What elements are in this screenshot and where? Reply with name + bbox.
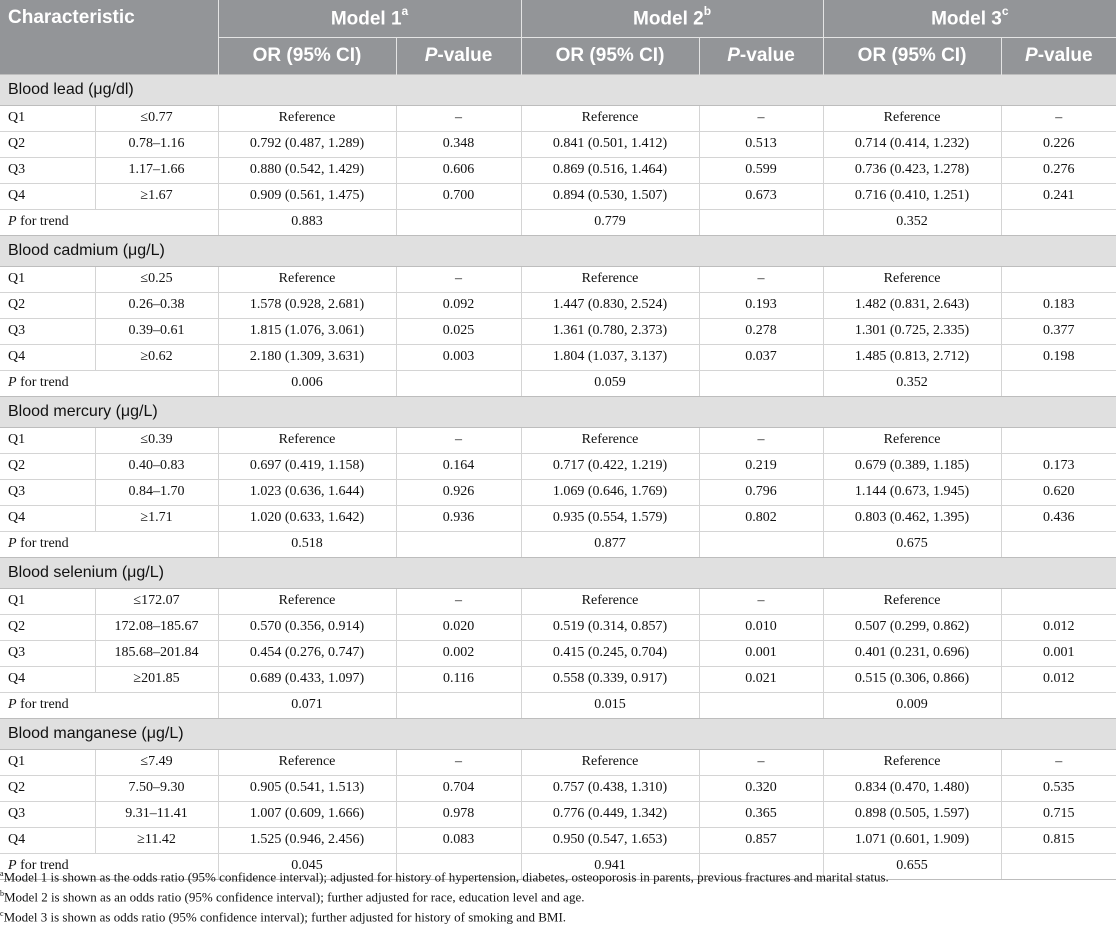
range-cell: 7.50–9.30 [95,775,218,801]
table-row [0,505,1116,531]
p-value-cell: 0.021 [699,666,823,692]
trend-row [0,209,1116,235]
p-value-cell: 0.025 [396,318,521,344]
table-row [0,588,1116,614]
p-value-cell: 0.002 [396,640,521,666]
or-cell: Reference [521,105,699,131]
table-row [0,775,1116,801]
table-row [0,183,1116,209]
model-3-sup: c [1001,4,1009,19]
range-cell: ≥11.42 [95,827,218,853]
or-cell: 1.485 (0.813, 2.712) [823,344,1001,370]
section-title: Blood mercury (μg/L) [0,396,1116,427]
or-cell: 0.776 (0.449, 1.342) [521,801,699,827]
range-cell: ≤0.25 [95,266,218,292]
section-row [0,74,1116,105]
model-2-name: Model 2 [633,8,704,30]
table-row [0,292,1116,318]
footnote-text: Model 3 is shown as odds ratio (95% confidence interval); further adjusted for history of smoking and BMI. [3,909,567,925]
trend-value-cell: 0.352 [823,209,1001,235]
p-suffix: -value [437,44,493,66]
or-cell: 0.558 (0.339, 0.917) [521,666,699,692]
p-italic: P [727,44,740,66]
trend-label-text: for trend [16,375,69,390]
header-model-3 [823,0,1116,37]
header-model-2 [521,0,823,37]
trend-empty-cell [396,209,521,235]
p-value-cell: 0.193 [699,292,823,318]
or-cell: Reference [823,105,1001,131]
trend-label-text: for trend [16,858,69,873]
section-row [0,396,1116,427]
or-cell: 0.792 (0.487, 1.289) [218,131,396,157]
header-characteristic [0,0,218,74]
p-value-cell: 0.377 [1001,318,1116,344]
section-title: Blood lead (μg/dl) [0,74,1116,105]
footnote-mark: a [0,869,4,878]
or-cell: 0.679 (0.389, 1.185) [823,453,1001,479]
p-value-cell: – [699,266,823,292]
range-cell: 1.17–1.66 [95,157,218,183]
section-title: Blood manganese (μg/L) [0,718,1116,749]
range-cell: ≥1.67 [95,183,218,209]
p-value-cell: 0.796 [699,479,823,505]
or-cell: 1.071 (0.601, 1.909) [823,827,1001,853]
p-value-cell: – [1001,749,1116,775]
range-cell: ≤0.77 [95,105,218,131]
quartile-cell: Q3 [0,801,95,827]
or-cell: Reference [218,427,396,453]
p-value-cell: 0.003 [396,344,521,370]
quartile-cell: Q2 [0,614,95,640]
p-value-cell: 0.704 [396,775,521,801]
or-cell: 0.736 (0.423, 1.278) [823,157,1001,183]
trend-value-cell: 0.518 [218,531,396,557]
p-value-cell: – [699,749,823,775]
table-row [0,131,1116,157]
p-suffix: -value [739,44,795,66]
quartile-cell: Q4 [0,344,95,370]
header-p-m1 [396,37,521,74]
range-cell: ≥201.85 [95,666,218,692]
header-or-m3 [823,37,1001,74]
footnote [0,904,1116,924]
p-value-cell: 0.436 [1001,505,1116,531]
p-suffix: -value [1037,44,1093,66]
p-value-cell: 0.936 [396,505,521,531]
table-row [0,427,1116,453]
or-cell: 1.482 (0.831, 2.643) [823,292,1001,318]
p-value-cell: 0.164 [396,453,521,479]
trend-label-text: for trend [16,697,69,712]
or-cell: 0.515 (0.306, 0.866) [823,666,1001,692]
range-cell: 0.40–0.83 [95,453,218,479]
p-value-cell [1001,266,1116,292]
range-cell: ≤0.39 [95,427,218,453]
trend-p-italic: P [8,214,17,229]
table-body [0,74,1116,879]
trend-value-cell: 0.883 [218,209,396,235]
trend-value-cell: 0.877 [521,531,699,557]
trend-empty-cell [1001,692,1116,718]
or-label: OR (95% CI) [857,44,967,66]
trend-value-cell: 0.009 [823,692,1001,718]
trend-value-cell: 0.006 [218,370,396,396]
p-italic: P [1025,44,1038,66]
section-row [0,718,1116,749]
or-cell: 1.525 (0.946, 2.456) [218,827,396,853]
or-cell: Reference [521,266,699,292]
trend-empty-cell [396,370,521,396]
or-cell: Reference [521,427,699,453]
or-cell: 0.697 (0.419, 1.158) [218,453,396,479]
p-italic: P [424,44,438,66]
p-value-cell: – [1001,105,1116,131]
p-value-cell: 0.278 [699,318,823,344]
table-row [0,266,1116,292]
or-cell: 1.020 (0.633, 1.642) [218,505,396,531]
table-row [0,344,1116,370]
quartile-cell: Q4 [0,505,95,531]
table-row [0,640,1116,666]
quartile-cell: Q1 [0,588,95,614]
quartile-cell: Q2 [0,131,95,157]
trend-label [0,692,218,718]
quartile-cell: Q3 [0,318,95,344]
p-value-cell: 0.173 [1001,453,1116,479]
p-value-cell: 0.010 [699,614,823,640]
or-cell: Reference [218,105,396,131]
p-value-cell: 0.083 [396,827,521,853]
trend-value-cell: 0.071 [218,692,396,718]
trend-row [0,692,1116,718]
range-cell: 0.26–0.38 [95,292,218,318]
quartile-cell: Q2 [0,775,95,801]
trend-p-italic: P [8,536,17,551]
p-value-cell: 0.183 [1001,292,1116,318]
p-value-cell: 0.037 [699,344,823,370]
table-row [0,666,1116,692]
or-cell: Reference [218,588,396,614]
trend-empty-cell [1001,531,1116,557]
quartile-cell: Q2 [0,453,95,479]
p-value-cell: 0.001 [1001,640,1116,666]
quartile-cell: Q1 [0,749,95,775]
or-cell: Reference [218,266,396,292]
or-cell: 1.144 (0.673, 1.945) [823,479,1001,505]
or-cell: Reference [218,749,396,775]
p-value-cell: 0.606 [396,157,521,183]
or-cell: 1.578 (0.928, 2.681) [218,292,396,318]
quartile-cell: Q2 [0,292,95,318]
range-cell: 9.31–11.41 [95,801,218,827]
quartile-cell: Q3 [0,157,95,183]
or-cell: 0.950 (0.547, 1.653) [521,827,699,853]
p-value-cell: – [699,588,823,614]
or-cell: 0.717 (0.422, 1.219) [521,453,699,479]
p-value-cell: 0.198 [1001,344,1116,370]
range-cell: 172.08–185.67 [95,614,218,640]
or-cell: 0.803 (0.462, 1.395) [823,505,1001,531]
or-cell: 0.716 (0.410, 1.251) [823,183,1001,209]
section-row [0,557,1116,588]
range-cell: ≤172.07 [95,588,218,614]
or-cell: 1.815 (1.076, 3.061) [218,318,396,344]
p-value-cell: – [699,427,823,453]
p-value-cell: – [396,105,521,131]
or-cell: 0.757 (0.438, 1.310) [521,775,699,801]
range-cell: 185.68–201.84 [95,640,218,666]
quartile-cell: Q3 [0,640,95,666]
trend-row [0,370,1116,396]
header-or-m2 [521,37,699,74]
trend-label [0,531,218,557]
section-title: Blood cadmium (μg/L) [0,235,1116,266]
p-value-cell: 0.348 [396,131,521,157]
or-cell: 1.007 (0.609, 1.666) [218,801,396,827]
header-p-m3 [1001,37,1116,74]
p-value-cell: 0.926 [396,479,521,505]
or-cell: 0.935 (0.554, 1.579) [521,505,699,531]
trend-value-cell: 0.655 [823,853,1001,879]
trend-value-cell: 0.015 [521,692,699,718]
p-value-cell: 0.116 [396,666,521,692]
p-value-cell: 0.276 [1001,157,1116,183]
or-cell: 0.869 (0.516, 1.464) [521,157,699,183]
p-value-cell: 0.815 [1001,827,1116,853]
header-characteristic-label: Characteristic [8,7,135,28]
trend-empty-cell [699,692,823,718]
trend-p-italic: P [8,697,17,712]
p-value-cell: 0.620 [1001,479,1116,505]
or-cell: Reference [521,588,699,614]
table-row [0,614,1116,640]
p-value-cell [1001,427,1116,453]
trend-empty-cell [396,692,521,718]
p-value-cell: 0.978 [396,801,521,827]
or-cell: 0.714 (0.414, 1.232) [823,131,1001,157]
or-cell: 0.689 (0.433, 1.097) [218,666,396,692]
or-cell: 0.841 (0.501, 1.412) [521,131,699,157]
footnote [0,864,1116,884]
table-row [0,105,1116,131]
footnote-text: Model 1 is shown as the odds ratio (95% confidence interval); adjusted for history of hypertension, diabetes, osteoporosis in parents, previous fractures and marital status. [3,869,889,885]
trend-empty-cell [699,370,823,396]
p-value-cell: 0.673 [699,183,823,209]
trend-label [0,370,218,396]
or-cell: 0.454 (0.276, 0.747) [218,640,396,666]
table-row [0,318,1116,344]
p-value-cell: 0.241 [1001,183,1116,209]
header-p-m2 [699,37,823,74]
footnote-mark: b [0,889,4,898]
p-value-cell: – [396,427,521,453]
or-cell: 0.894 (0.530, 1.507) [521,183,699,209]
footnotes [0,864,1116,924]
footnote-mark: c [0,909,4,918]
or-cell: Reference [823,266,1001,292]
trend-empty-cell [396,531,521,557]
trend-row [0,531,1116,557]
p-value-cell: – [396,749,521,775]
header-model-1 [218,0,521,37]
range-cell: 0.84–1.70 [95,479,218,505]
or-cell: 0.880 (0.542, 1.429) [218,157,396,183]
table-row [0,801,1116,827]
p-value-cell: 0.001 [699,640,823,666]
or-cell: 1.447 (0.830, 2.524) [521,292,699,318]
or-cell: 2.180 (1.309, 3.631) [218,344,396,370]
range-cell: ≥1.71 [95,505,218,531]
p-value-cell: 0.012 [1001,666,1116,692]
p-value-cell: 0.700 [396,183,521,209]
or-cell: 1.069 (0.646, 1.769) [521,479,699,505]
table-row [0,453,1116,479]
trend-p-italic: P [8,858,17,873]
quartile-cell: Q4 [0,183,95,209]
trend-empty-cell [1001,370,1116,396]
or-cell: 0.519 (0.314, 0.857) [521,614,699,640]
quartile-cell: Q1 [0,266,95,292]
or-cell: 0.507 (0.299, 0.862) [823,614,1001,640]
trend-label-text: for trend [16,536,69,551]
table-row [0,827,1116,853]
header-or-m1 [218,37,396,74]
footnote [0,884,1116,904]
or-cell: 0.415 (0.245, 0.704) [521,640,699,666]
p-value-cell: 0.092 [396,292,521,318]
or-cell: Reference [823,588,1001,614]
trend-empty-cell [699,209,823,235]
p-value-cell: 0.857 [699,827,823,853]
quartile-cell: Q4 [0,827,95,853]
model-1-name: Model 1 [330,8,402,30]
range-cell: ≤7.49 [95,749,218,775]
trend-empty-cell [1001,209,1116,235]
trend-value-cell: 0.779 [521,209,699,235]
section-row [0,235,1116,266]
trend-label-text: for trend [16,214,69,229]
trend-value-cell: 0.941 [521,853,699,879]
trend-p-italic: P [8,375,17,390]
p-value-cell: – [699,105,823,131]
table-row [0,749,1116,775]
or-cell: Reference [823,427,1001,453]
p-value-cell: 0.715 [1001,801,1116,827]
model-3-name: Model 3 [931,8,1002,30]
p-value-cell: 0.226 [1001,131,1116,157]
or-label: OR (95% CI) [555,44,665,66]
trend-value-cell: 0.352 [823,370,1001,396]
trend-value-cell: 0.675 [823,531,1001,557]
range-cell: ≥0.62 [95,344,218,370]
or-cell: 1.804 (1.037, 3.137) [521,344,699,370]
p-value-cell: 0.535 [1001,775,1116,801]
p-value-cell: 0.320 [699,775,823,801]
or-label: OR (95% CI) [252,44,362,66]
p-value-cell [1001,588,1116,614]
p-value-cell: 0.012 [1001,614,1116,640]
p-value-cell: 0.599 [699,157,823,183]
table-row [0,479,1116,505]
quartile-cell: Q1 [0,427,95,453]
quartile-cell: Q3 [0,479,95,505]
or-cell: 1.301 (0.725, 2.335) [823,318,1001,344]
p-value-cell: – [396,588,521,614]
p-value-cell: 0.802 [699,505,823,531]
or-cell: 0.898 (0.505, 1.597) [823,801,1001,827]
or-cell: 0.905 (0.541, 1.513) [218,775,396,801]
section-title: Blood selenium (μg/L) [0,557,1116,588]
range-cell: 0.78–1.16 [95,131,218,157]
p-value-cell: 0.219 [699,453,823,479]
or-cell: 1.023 (0.636, 1.644) [218,479,396,505]
quartile-cell: Q4 [0,666,95,692]
model-1-sup: a [401,4,409,19]
or-cell: 0.401 (0.231, 0.696) [823,640,1001,666]
footnote-text: Model 2 is shown as an odds ratio (95% confidence interval); further adjusted for race, education level and age. [4,889,585,905]
p-value-cell: 0.513 [699,131,823,157]
or-cell: 0.909 (0.561, 1.475) [218,183,396,209]
model-2-sup: b [703,4,712,19]
or-cell: 0.570 (0.356, 0.914) [218,614,396,640]
or-cell: Reference [823,749,1001,775]
p-value-cell: – [396,266,521,292]
p-value-cell: 0.020 [396,614,521,640]
p-value-cell: 0.365 [699,801,823,827]
table-row [0,157,1116,183]
range-cell: 0.39–0.61 [95,318,218,344]
trend-label [0,209,218,235]
trend-value-cell: 0.059 [521,370,699,396]
or-cell: Reference [521,749,699,775]
quartile-cell: Q1 [0,105,95,131]
header-row-models [0,0,1116,37]
trend-value-cell: 0.045 [218,853,396,879]
trend-empty-cell [699,531,823,557]
or-cell: 1.361 (0.780, 2.373) [521,318,699,344]
or-cell: 0.834 (0.470, 1.480) [823,775,1001,801]
